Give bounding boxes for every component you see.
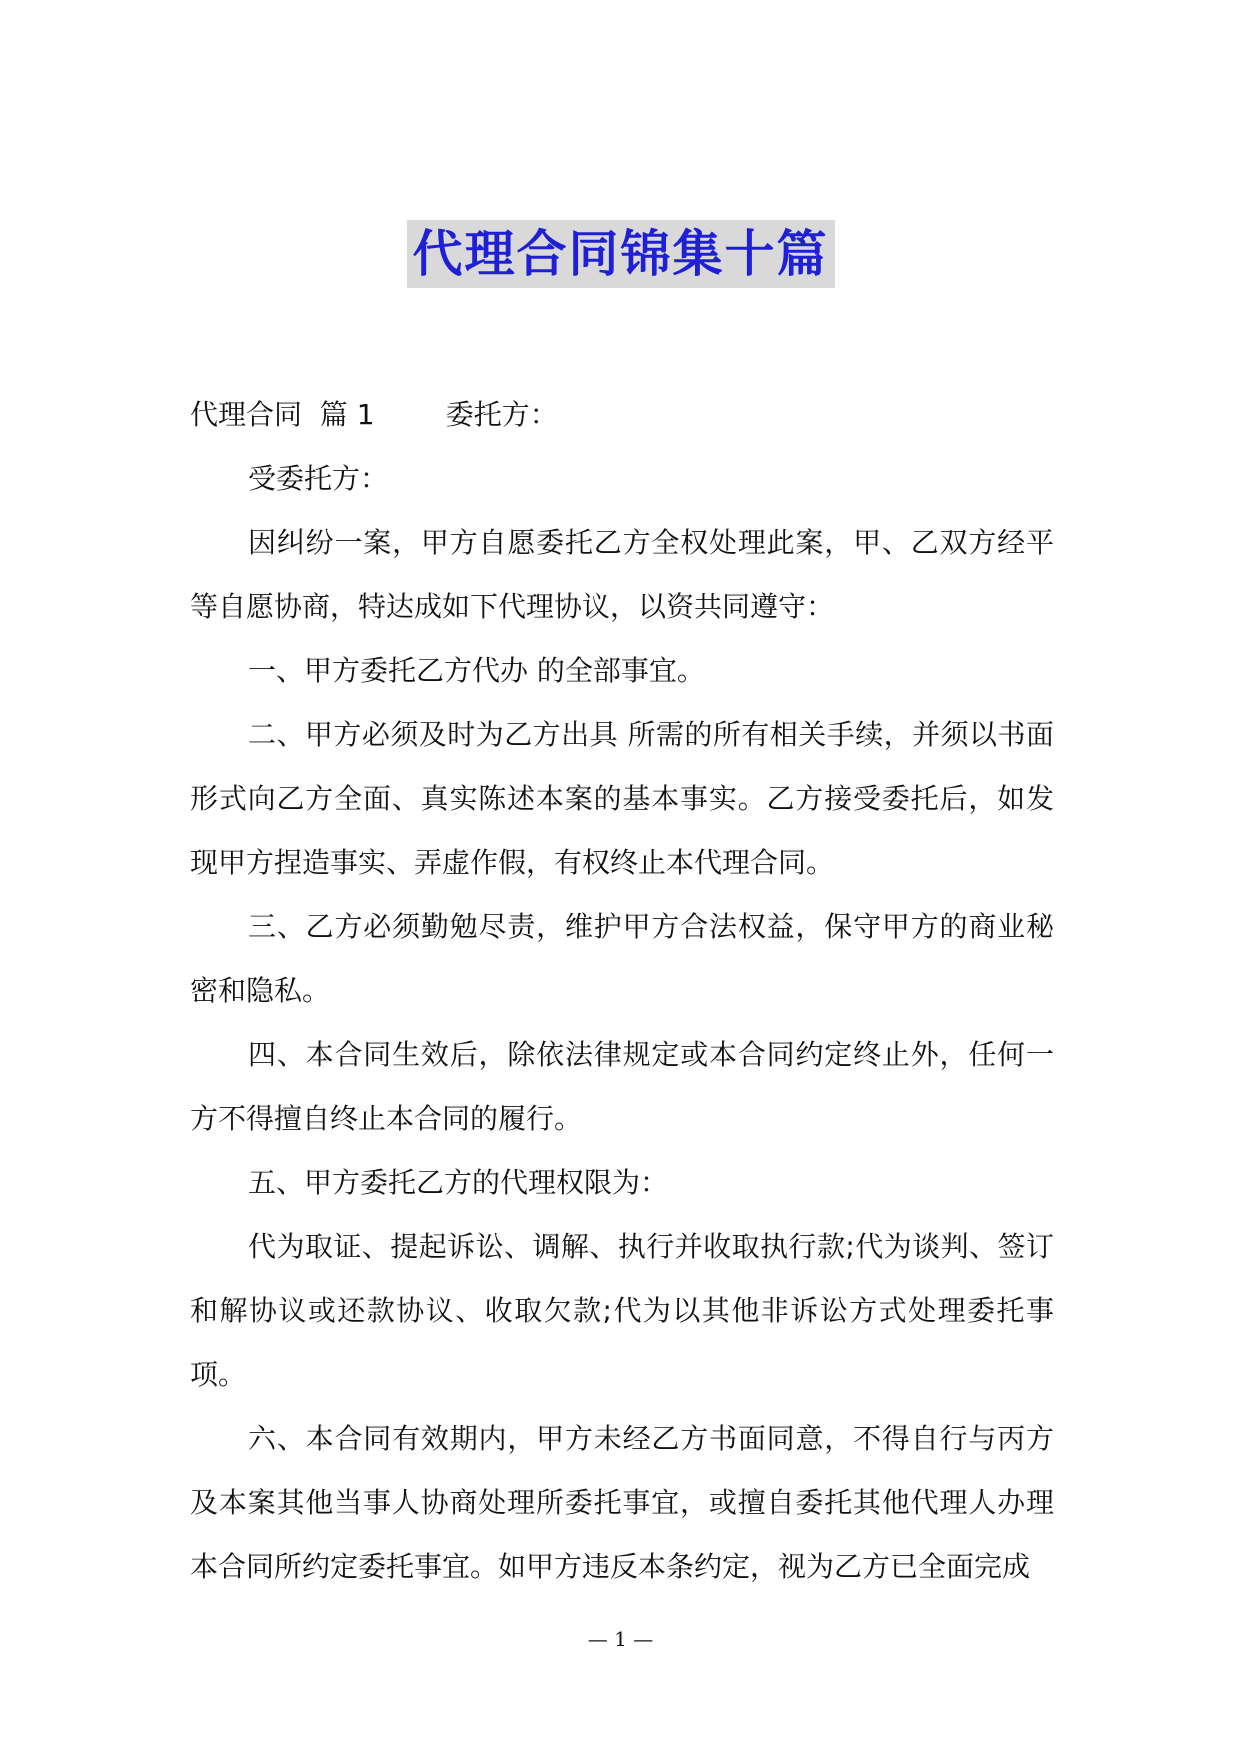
first-line: 代理合同 篇 1 委托方： — [190, 398, 558, 431]
paragraph: 五、甲方委托乙方的代理权限为： — [248, 1166, 669, 1199]
page-number: — 1 — — [587, 1627, 654, 1651]
paragraph: 受委托方： — [248, 462, 389, 495]
title-container — [0, 220, 1241, 288]
document-title: 代理合同锦集十篇 — [407, 220, 835, 288]
paragraph: 三、乙方必须勤勉尽责，维护甲方合法权益，保守甲方的商业秘密和隐私。 — [190, 910, 1054, 1007]
paragraph: 因纠纷一案，甲方自愿委托乙方全权处理此案，甲、乙双方经平等自愿协商，特达成如下代理协议，以资共同遵守： — [190, 526, 1054, 623]
paragraph: 四、本合同生效后，除依法律规定或本合同约定终止外，任何一方不得擅自终止本合同的履行。 — [190, 1038, 1054, 1135]
paragraph: 代为取证、提起诉讼、调解、执行并收取执行款;代为谈判、签订和解协议或还款协议、收取欠款;代为以其他非诉讼方式处理委托事项。 — [190, 1230, 1054, 1391]
paragraph: 二、甲方必须及时为乙方出具 所需的所有相关手续，并须以书面形式向乙方全面、真实陈述本案的基本事实。乙方接受委托后，如发现甲方捏造事实、弄虚作假，有权终止本代理合同。 — [190, 718, 1054, 879]
paragraph: 一、甲方委托乙方代办 的全部事宜。 — [248, 654, 705, 687]
document-body — [190, 383, 1054, 1599]
paragraph: 六、本合同有效期内，甲方未经乙方书面同意，不得自行与丙方及本案其他当事人协商处理所委托事宜，或擅自委托其他代理人办理本合同所约定委托事宜。如甲方违反本条约定，视为乙方已全面完成 — [190, 1422, 1054, 1583]
